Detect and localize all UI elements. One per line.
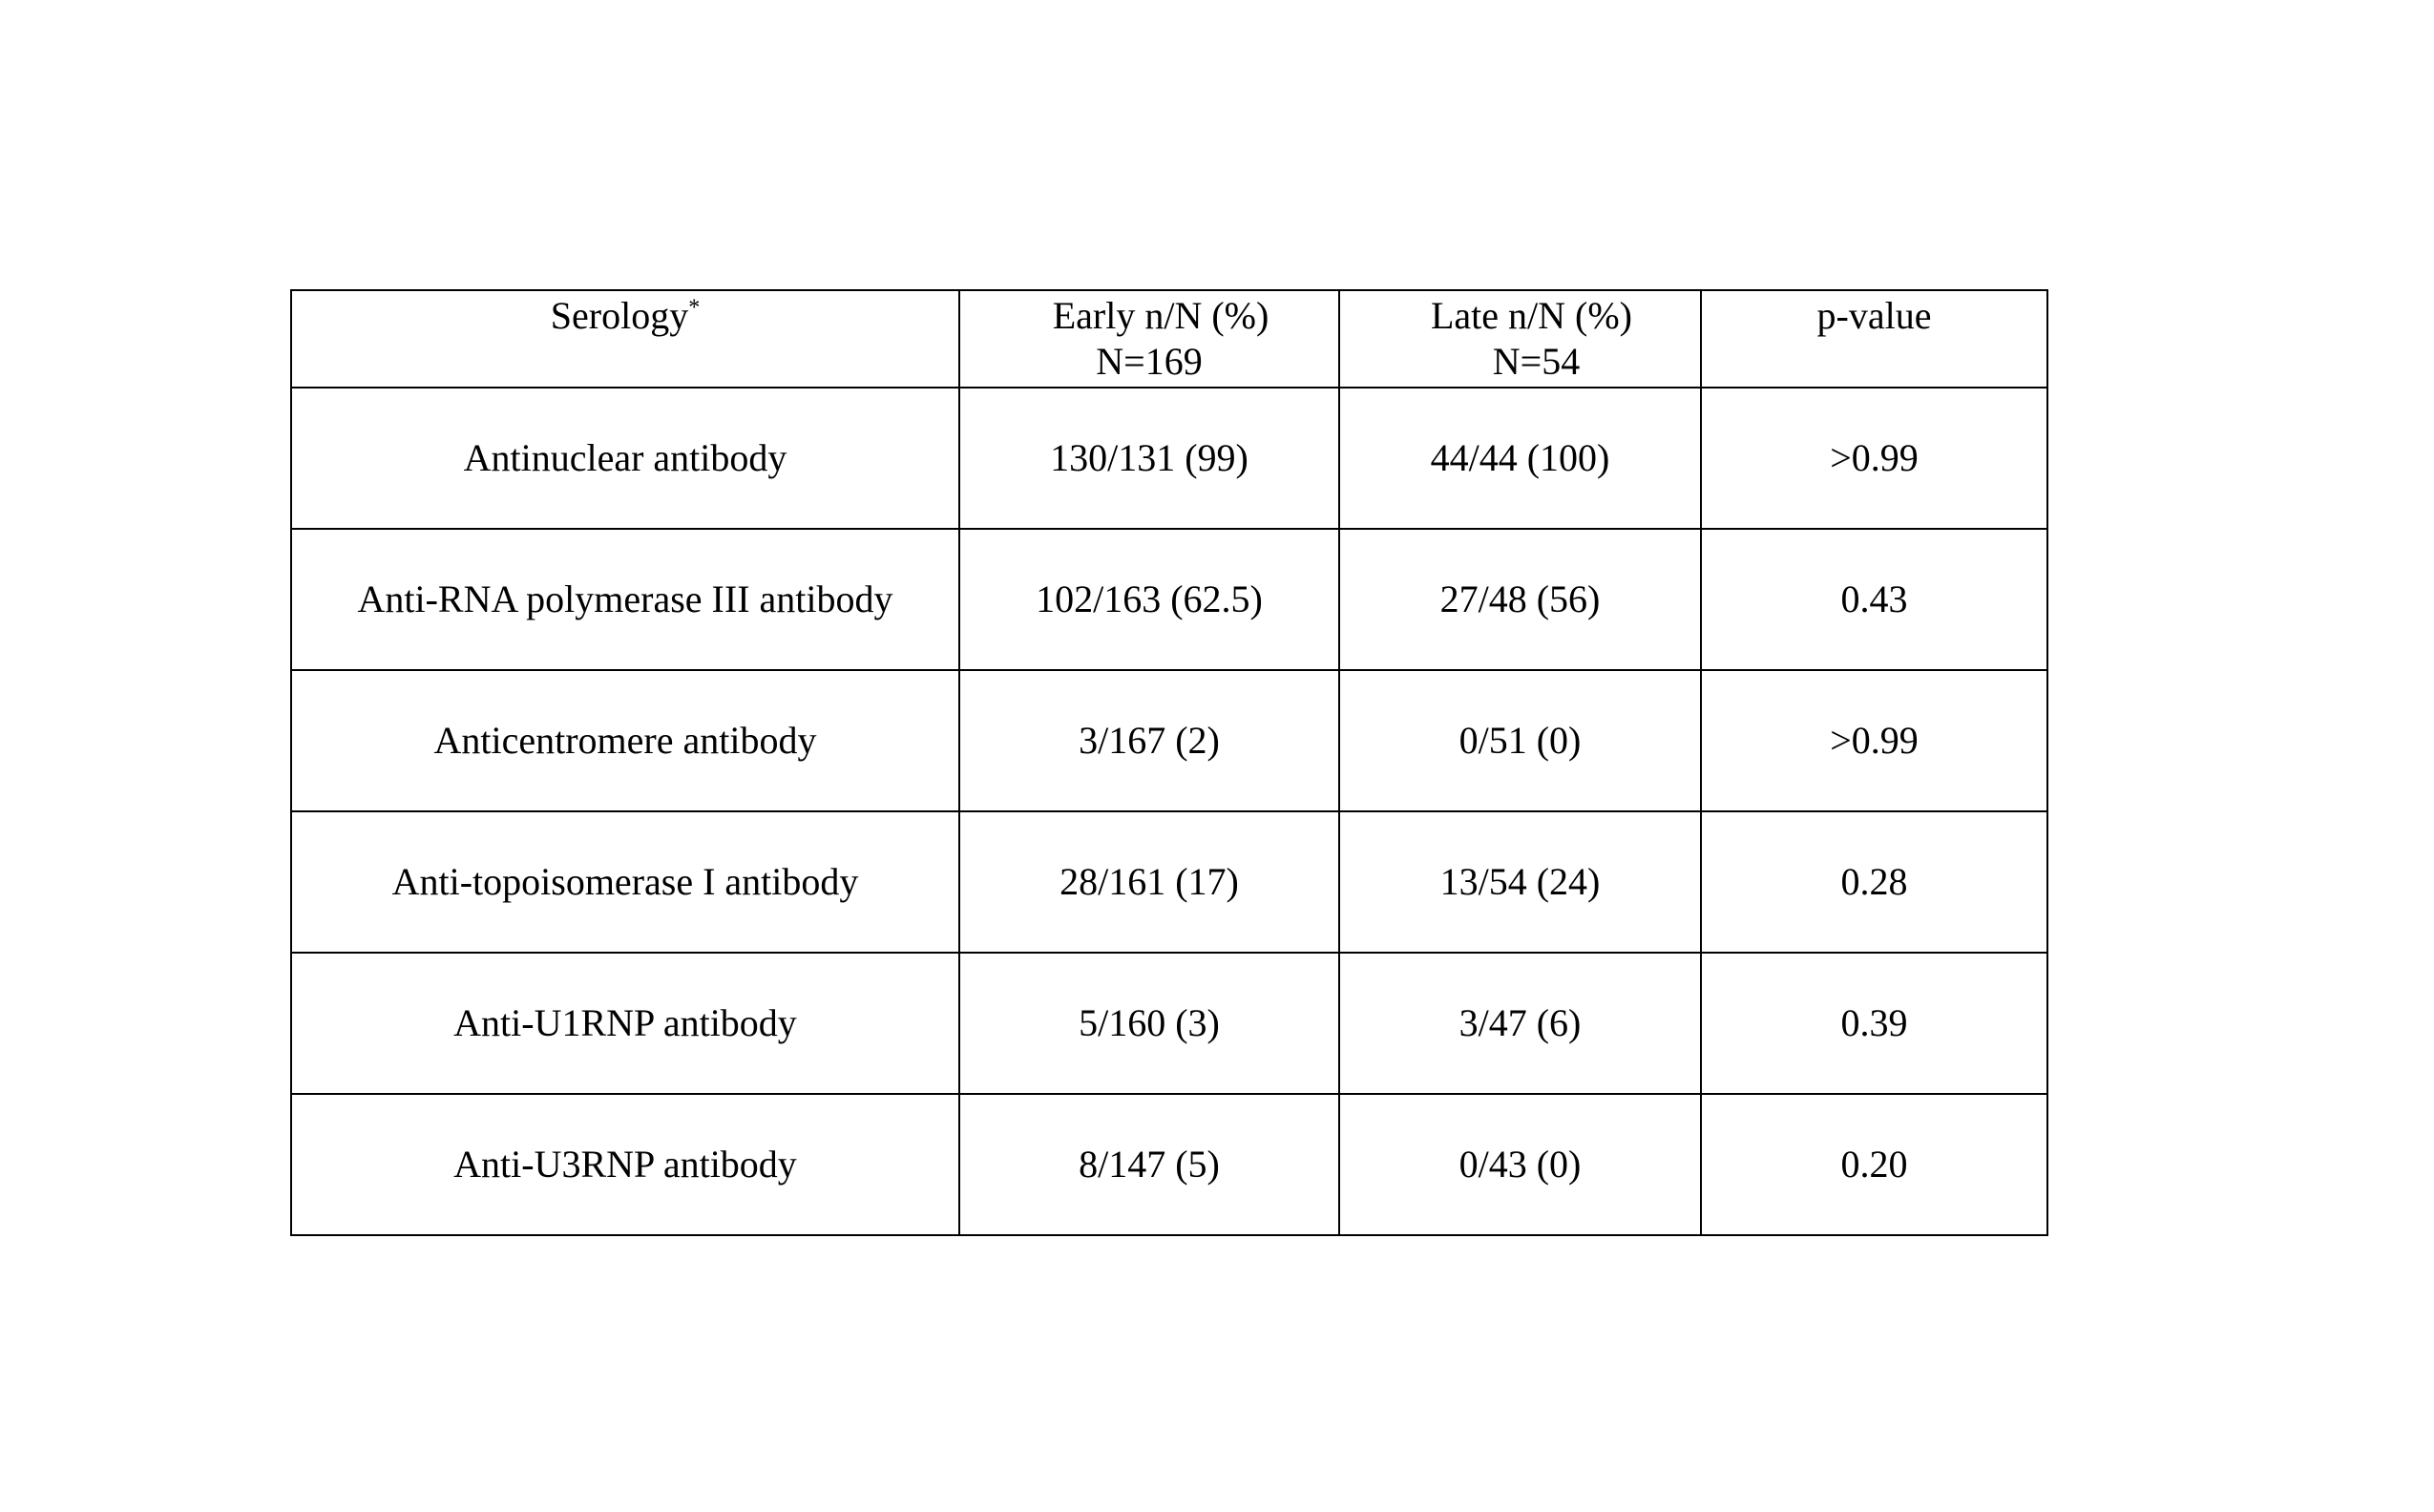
cell-serology: Anticentromere antibody xyxy=(291,670,959,811)
cell-late: 44/44 (100) xyxy=(1339,388,1701,529)
cell-late: 0/51 (0) xyxy=(1339,670,1701,811)
header-early-label: Early n/N (%) xyxy=(1052,294,1269,337)
header-early-n: N=169 xyxy=(1096,340,1203,383)
cell-serology: Anti-RNA polymerase III antibody xyxy=(291,529,959,670)
cell-p-value: 0.39 xyxy=(1701,953,2047,1094)
cell-p-value: 0.43 xyxy=(1701,529,2047,670)
cell-early: 8/147 (5) xyxy=(959,1094,1339,1235)
header-late-label: Late n/N (%) xyxy=(1430,294,1632,337)
cell-late: 27/48 (56) xyxy=(1339,529,1701,670)
cell-p-value: >0.99 xyxy=(1701,670,2047,811)
cell-late: 3/47 (6) xyxy=(1339,953,1701,1094)
cell-p-value: 0.20 xyxy=(1701,1094,2047,1235)
cell-early: 130/131 (99) xyxy=(959,388,1339,529)
cell-p-value: 0.28 xyxy=(1701,811,2047,953)
cell-serology: Anti-U1RNP antibody xyxy=(291,953,959,1094)
cell-p-value: >0.99 xyxy=(1701,388,2047,529)
cell-early: 5/160 (3) xyxy=(959,953,1339,1094)
serology-table xyxy=(290,289,2048,1236)
cell-early: 3/167 (2) xyxy=(959,670,1339,811)
header-serology xyxy=(291,290,959,388)
header-serology-label: Serology xyxy=(550,294,689,337)
cell-early: 102/163 (62.5) xyxy=(959,529,1339,670)
table-row xyxy=(291,529,2047,670)
header-p-value xyxy=(1701,290,2047,388)
cell-late: 0/43 (0) xyxy=(1339,1094,1701,1235)
cell-serology: Anti-topoisomerase I antibody xyxy=(291,811,959,953)
header-serology-footnote-mark: * xyxy=(688,295,701,321)
table-row xyxy=(291,670,2047,811)
table-row xyxy=(291,1094,2047,1235)
cell-serology: Anti-U3RNP antibody xyxy=(291,1094,959,1235)
cell-serology: Antinuclear antibody xyxy=(291,388,959,529)
header-late-n: N=54 xyxy=(1492,340,1581,383)
cell-late: 13/54 (24) xyxy=(1339,811,1701,953)
header-early xyxy=(959,290,1339,388)
cell-early: 28/161 (17) xyxy=(959,811,1339,953)
header-late xyxy=(1339,290,1701,388)
header-p-value-label: p-value xyxy=(1816,294,1932,337)
table-header-row xyxy=(291,290,2047,388)
table-row xyxy=(291,811,2047,953)
table-row xyxy=(291,388,2047,529)
table-row xyxy=(291,953,2047,1094)
